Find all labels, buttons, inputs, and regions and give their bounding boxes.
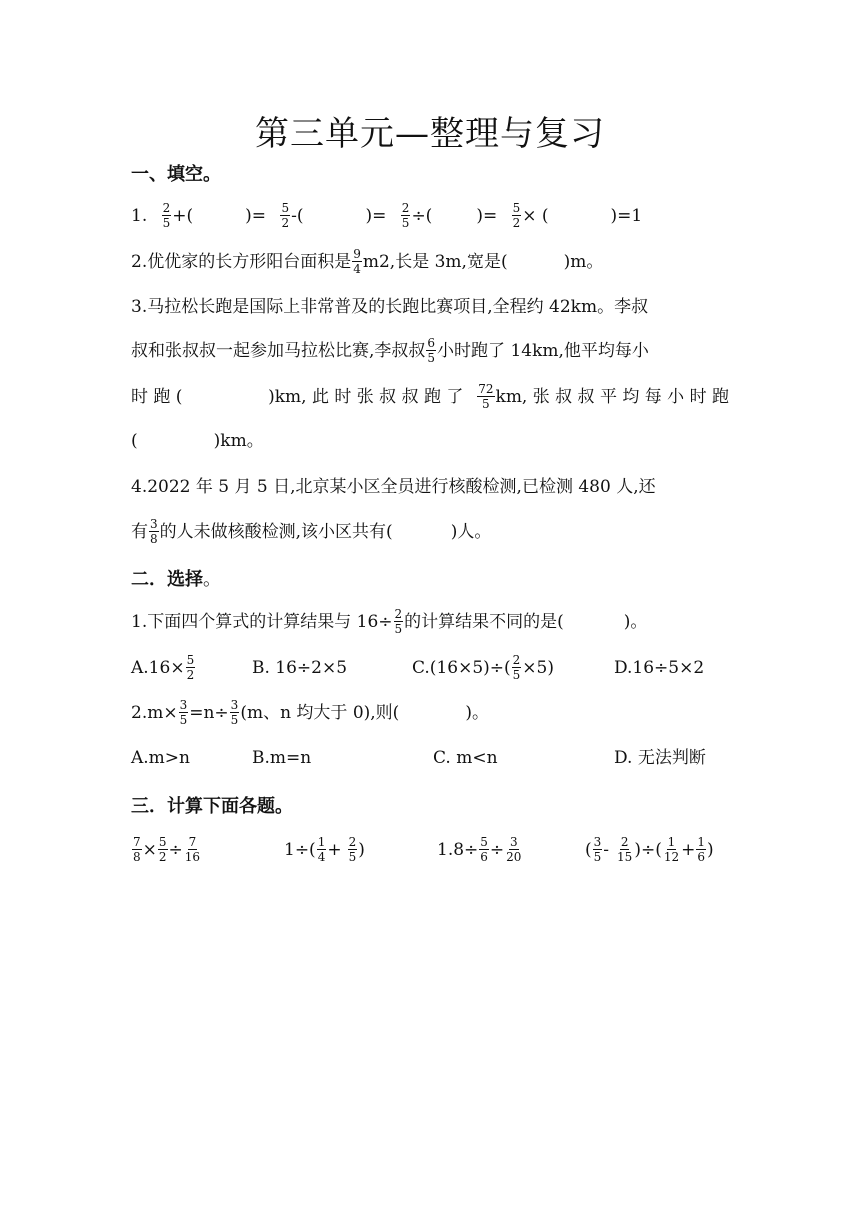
fraction: $\frac{7}{16}$ <box>184 835 201 864</box>
question-1-3-line-2: 叔和张叔叔一起参加马拉松比赛,李叔叔 $\frac{6}{5}$ 小时跑了 14km,他平均每小 <box>131 336 649 365</box>
question-2-2: 2.m× $\frac{3}{5}$ =n÷ $\frac{3}{5}$ (m、n 均大于 0),则( )。 <box>131 698 489 727</box>
fraction: $\frac{3}{5}$ <box>230 698 239 727</box>
page-title: 第三单元—整理与复习 <box>255 114 605 154</box>
fraction: $\frac{7}{8}$ <box>133 835 141 864</box>
question-1-2: 2.优优家的长方形阳台面积是 $\frac{9}{4}$ m2,长是 3m,宽是( )m。 <box>131 247 604 276</box>
fraction: $\frac{72}{5}$ <box>478 382 494 411</box>
option-2-1-d: D.16÷5×2 <box>614 658 705 678</box>
fraction: $\frac{3}{5}$ <box>593 835 602 864</box>
fraction: $\frac{2}{5}$ <box>512 653 521 682</box>
question-1-4-line-2: 有 $\frac{3}{8}$ 的人未做核酸检测,该小区共有( )人。 <box>131 517 492 546</box>
fraction: $\frac{3}{20}$ <box>506 835 522 864</box>
section-2-heading: 二．选择。 <box>131 569 221 590</box>
fraction: $\frac{3}{5}$ <box>179 698 188 727</box>
question-1-3-line-4: ( )km。 <box>131 431 264 451</box>
question-2-1: 1.下面四个算式的计算结果与 16÷ $\frac{2}{5}$ 的计算结果不同的是( )。 <box>131 607 648 636</box>
question-1-4-line-1: 4.2022 年 5 月 5 日,北京某小区全员进行核酸检测,已检测 480 人,还 <box>131 477 656 497</box>
fraction: $\frac{5}{2}$ <box>281 201 290 230</box>
section-3-heading: 三．计算下面各题。 <box>131 796 293 817</box>
calc-expression-1: $\frac{7}{8}$ × $\frac{5}{2}$ ÷ $\frac{7}{16}$ <box>133 835 201 864</box>
option-2-1-b: B. 16÷2×5 <box>252 658 348 678</box>
fraction: $\frac{2}{5}$ <box>401 201 410 230</box>
fraction: $\frac{2}{15}$ <box>617 835 633 864</box>
calc-expression-2: 1÷( $\frac{1}{4}$ + $\frac{2}{5}$ ) <box>284 835 365 864</box>
option-2-2-a: A.m>n <box>131 748 190 768</box>
fraction: $\frac{5}{2}$ <box>186 653 195 682</box>
option-2-1-c: C.(16×5)÷( $\frac{2}{5}$ ×5) <box>412 653 554 682</box>
option-2-2-c: C. m<n <box>433 748 498 768</box>
calc-expression-3: 1.8÷ $\frac{5}{6}$ ÷ $\frac{3}{20}$ <box>437 835 522 864</box>
fraction: $\frac{1}{12}$ <box>663 835 680 864</box>
option-2-2-b: B.m=n <box>252 748 312 768</box>
question-1-3-line-3: 时 跑 ( )km, 此 时 张 叔 叔 跑 了 $\frac{72}{5}$ km, 张 叔 叔 平 均 每 小 时 跑 <box>131 382 729 411</box>
fraction: $\frac{5}{2}$ <box>158 835 167 864</box>
fraction: $\frac{5}{6}$ <box>480 835 488 864</box>
calc-expression-4: ( $\frac{3}{5}$ - $\frac{2}{15}$ )÷( $\frac{1}{12}$ + $\frac{1}{6}$ ) <box>585 835 714 864</box>
question-1-1: 1. $\frac{2}{5}$ +( )= $\frac{5}{2}$ -( )= $\frac{2}{5}$ ÷( )= $\frac{5}{2}$ × ( )=1 <box>131 201 643 230</box>
fraction: $\frac{2}{5}$ <box>348 835 357 864</box>
section-1-heading: 一、填空。 <box>131 164 221 185</box>
fraction: $\frac{9}{4}$ <box>353 247 361 276</box>
fraction: $\frac{3}{8}$ <box>150 517 158 546</box>
fraction: $\frac{1}{6}$ <box>697 835 705 864</box>
option-2-2-d: D. 无法判断 <box>614 748 706 768</box>
option-2-1-a: A.16× $\frac{5}{2}$ <box>131 653 195 682</box>
fraction: $\frac{2}{5}$ <box>394 607 403 636</box>
fraction: $\frac{2}{5}$ <box>162 201 171 230</box>
question-1-3-line-1: 3.马拉松长跑是国际上非常普及的长跑比赛项目,全程约 42km。李叔 <box>131 297 649 317</box>
fraction: $\frac{5}{2}$ <box>512 201 521 230</box>
fraction: $\frac{1}{4}$ <box>317 835 326 864</box>
fraction: $\frac{6}{5}$ <box>427 336 436 365</box>
